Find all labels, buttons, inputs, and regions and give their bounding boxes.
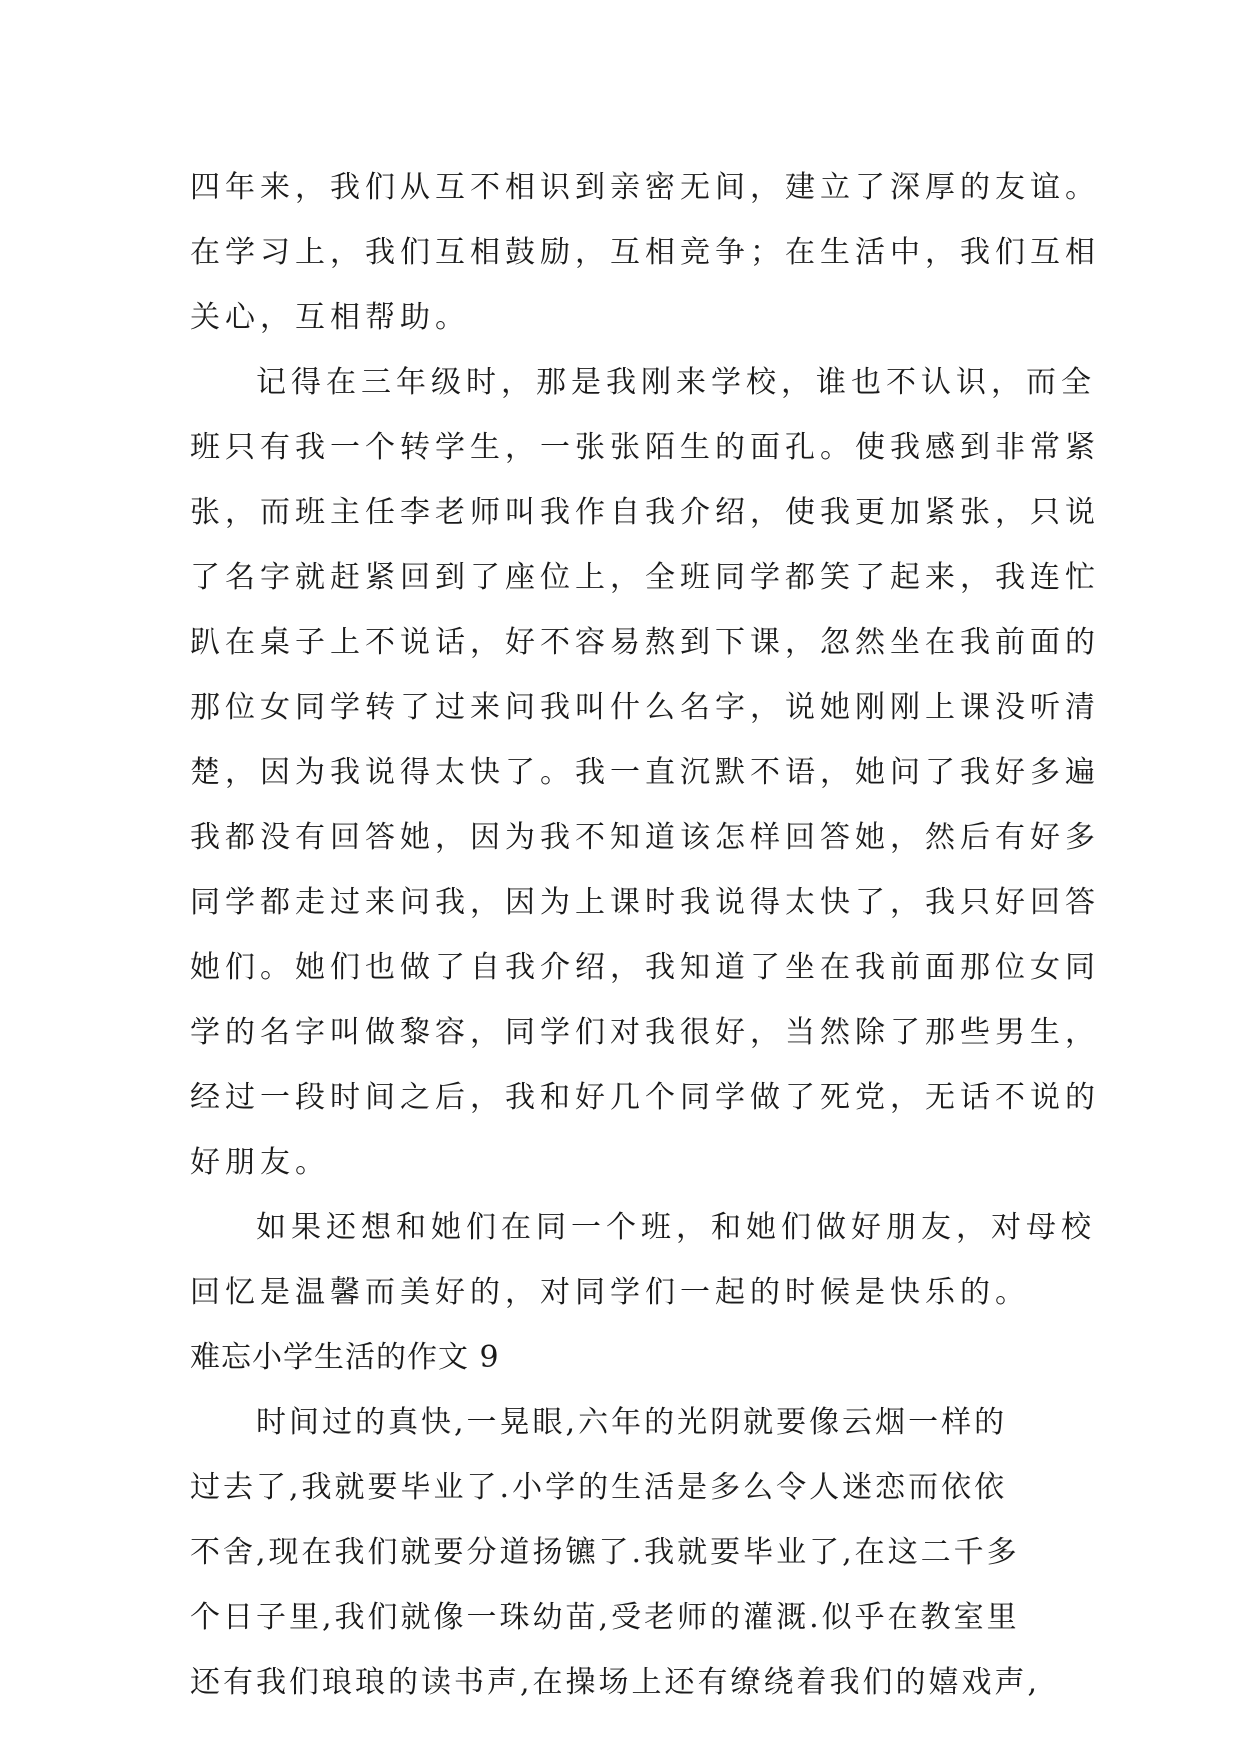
text-line: 我都没有回答她，因为我不知道该怎样回答她，然后有好多 bbox=[190, 820, 1100, 855]
section-heading: 难忘小学生活的作文 9 bbox=[190, 1340, 500, 1375]
text-line: 同学都走过来问我，因为上课时我说得太快了，我只好回答 bbox=[190, 885, 1100, 920]
paragraph-start-line: 如果还想和她们在同一个班，和她们做好朋友，对母校 bbox=[256, 1210, 1096, 1245]
text-line: 过去了,我就要毕业了.小学的生活是多么令人迷恋而依依 bbox=[190, 1470, 1008, 1505]
document-body bbox=[190, 155, 1100, 1715]
text-line: 好朋友。 bbox=[190, 1145, 330, 1180]
text-line: 回忆是温馨而美好的，对同学们一起的时候是快乐的。 bbox=[190, 1275, 1030, 1310]
paragraph-start-line: 时间过的真快,一晃眼,六年的光阴就要像云烟一样的 bbox=[256, 1405, 1008, 1440]
text-line: 个日子里,我们就像一珠幼苗,受老师的灌溉.似乎在教室里 bbox=[190, 1600, 1020, 1635]
text-line: 学的名字叫做黎容，同学们对我很好，当然除了那些男生， bbox=[190, 1015, 1100, 1050]
text-line: 经过一段时间之后，我和好几个同学做了死党，无话不说的 bbox=[190, 1080, 1100, 1115]
text-line: 关心，互相帮助。 bbox=[190, 300, 470, 335]
text-line: 不舍,现在我们就要分道扬镳了.我就要毕业了,在这二千多 bbox=[190, 1535, 1020, 1570]
text-line: 张，而班主任李老师叫我作自我介绍，使我更加紧张，只说 bbox=[190, 495, 1100, 530]
text-line: 还有我们琅琅的读书声,在操场上还有缭绕着我们的嬉戏声, bbox=[190, 1665, 1041, 1700]
text-line: 那位女同学转了过来问我叫什么名字，说她刚刚上课没听清 bbox=[190, 690, 1100, 725]
paragraph-start-line: 记得在三年级时，那是我刚来学校，谁也不认识，而全 bbox=[256, 365, 1096, 400]
text-line: 在学习上，我们互相鼓励，互相竞争；在生活中，我们互相 bbox=[190, 235, 1100, 270]
text-line: 她们。她们也做了自我介绍，我知道了坐在我前面那位女同 bbox=[190, 950, 1100, 985]
text-line: 楚，因为我说得太快了。我一直沉默不语，她问了我好多遍 bbox=[190, 755, 1100, 790]
text-line: 趴在桌子上不说话，好不容易熬到下课，忽然坐在我前面的 bbox=[190, 625, 1100, 660]
text-line: 四年来，我们从互不相识到亲密无间，建立了深厚的友谊。 bbox=[190, 170, 1100, 205]
text-line: 了名字就赶紧回到了座位上，全班同学都笑了起来，我连忙 bbox=[190, 560, 1100, 595]
text-line: 班只有我一个转学生，一张张陌生的面孔。使我感到非常紧 bbox=[190, 430, 1100, 465]
